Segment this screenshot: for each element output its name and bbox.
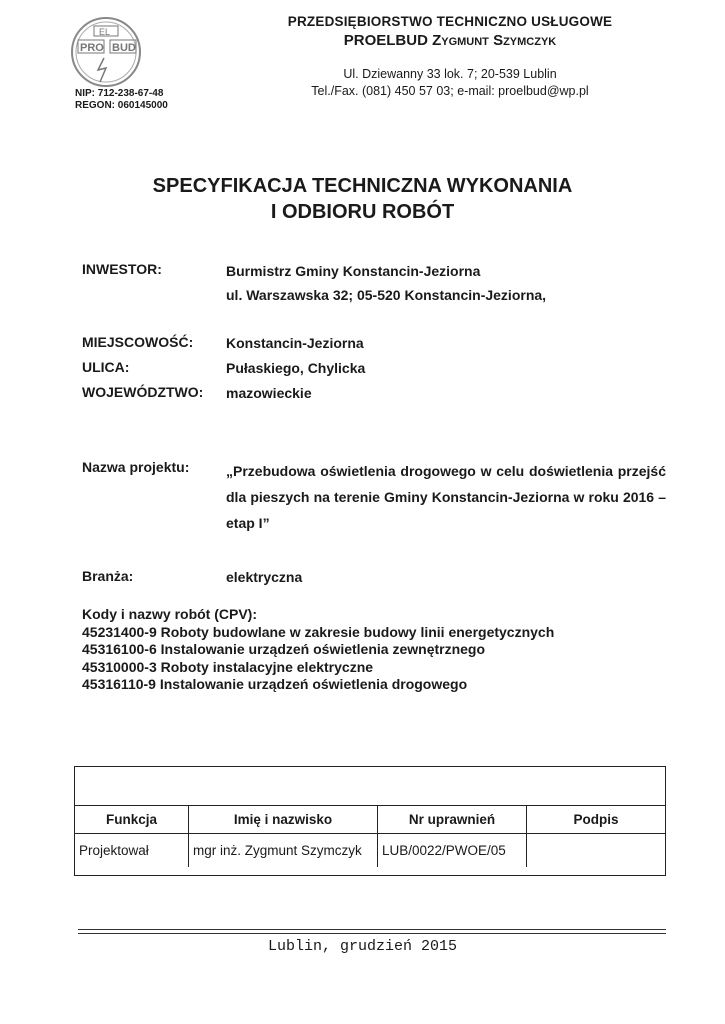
company-address-block	[230, 66, 670, 100]
branza-label: Branża:	[82, 568, 134, 584]
company-ids	[75, 88, 168, 112]
company-name-line1: PRZEDSIĘBIORSTWO TECHNICZNO USŁUGOWE	[287, 14, 613, 29]
logo-text-bud: BUD	[112, 42, 136, 54]
place-and-date: Lublin, grudzień 2015	[267, 938, 458, 955]
cpv-codes	[82, 606, 554, 694]
company-brand: PROELBUD	[343, 32, 433, 49]
branza-value: elektryczna	[226, 569, 303, 585]
cell-funkcja: Projektował	[75, 834, 189, 868]
cpv-heading: Kody i nazwy robót (CPV):	[82, 606, 257, 622]
cell-nr-uprawnien: LUB/0022/PWOE/05	[378, 834, 527, 868]
header-podpis: Podpis	[527, 806, 666, 834]
logo-text-el: EL	[99, 27, 111, 37]
miejscowosc-label: MIEJSCOWOŚĆ:	[82, 334, 194, 350]
company-logo	[54, 12, 166, 94]
wojewodztwo-label: WOJEWÓDZTWO:	[82, 384, 204, 400]
footer-rule	[78, 929, 666, 930]
inwestor-label: INWESTOR:	[82, 261, 162, 277]
cell-imie-nazwisko: mgr inż. Zygmunt Szymczyk	[189, 834, 378, 868]
cpv-item: 45310000-3 Roboty instalacyjne elektryczne	[82, 658, 374, 675]
cell-podpis	[527, 834, 666, 868]
regon-number: REGON: 060145000	[75, 100, 168, 111]
logo-text-pro: PRO	[80, 42, 104, 54]
authors-table	[74, 766, 666, 876]
title-line1: SPECYFIKACJA TECHNICZNA WYKONANIA	[152, 175, 573, 197]
miejscowosc-value: Konstancin-Jeziorna	[226, 335, 364, 351]
inwestor-value-line2: ul. Warszawska 32; 05-520 Konstancin-Jeziorna,	[226, 287, 547, 303]
wojewodztwo-value: mazowieckie	[226, 385, 312, 401]
cpv-item: 45231400-9 Roboty budowlane w zakresie budowy linii energetycznych	[82, 623, 555, 640]
table-row	[75, 834, 665, 868]
cpv-item: 45316100-6 Instalowanie urządzeń oświetlenia zewnętrznego	[82, 641, 486, 657]
nazwa-projektu-label: Nazwa projektu:	[82, 459, 190, 475]
table-header-row	[75, 806, 665, 834]
nip-number: NIP: 712-238-67-48	[75, 88, 164, 99]
ulica-label: ULICA:	[82, 359, 130, 375]
inwestor-value-line1: Burmistrz Gminy Konstancin-Jeziorna	[226, 263, 481, 279]
cpv-item: 45316110-9 Instalowanie urządzeń oświetlenia drogowego	[82, 676, 468, 692]
header-funkcja: Funkcja	[75, 806, 189, 834]
nazwa-projektu-value: „Przebudowa oświetlenia drogowego w celu doświetlenia przejść dla pieszych na terenie Gminy Konstancin-Jeziorna w roku 2016 – etap I”	[226, 463, 666, 531]
company-name-line2	[230, 32, 670, 49]
company-owner: Zygmunt Szymczyk	[432, 32, 557, 49]
footer-rule	[78, 933, 666, 934]
document-title	[0, 173, 725, 225]
company-address: Ul. Dziewanny 33 lok. 7; 20-539 Lublin	[343, 67, 557, 81]
ulica-value: Pułaskiego, Chylicka	[226, 360, 366, 376]
company-contact: Tel./Fax. (081) 450 57 03; e-mail: proelbud@wp.pl	[311, 84, 589, 98]
title-line2: I ODBIORU ROBÓT	[270, 201, 455, 223]
header-imie-nazwisko: Imię i nazwisko	[189, 806, 378, 834]
header-nr-uprawnien: Nr uprawnień	[378, 806, 527, 834]
